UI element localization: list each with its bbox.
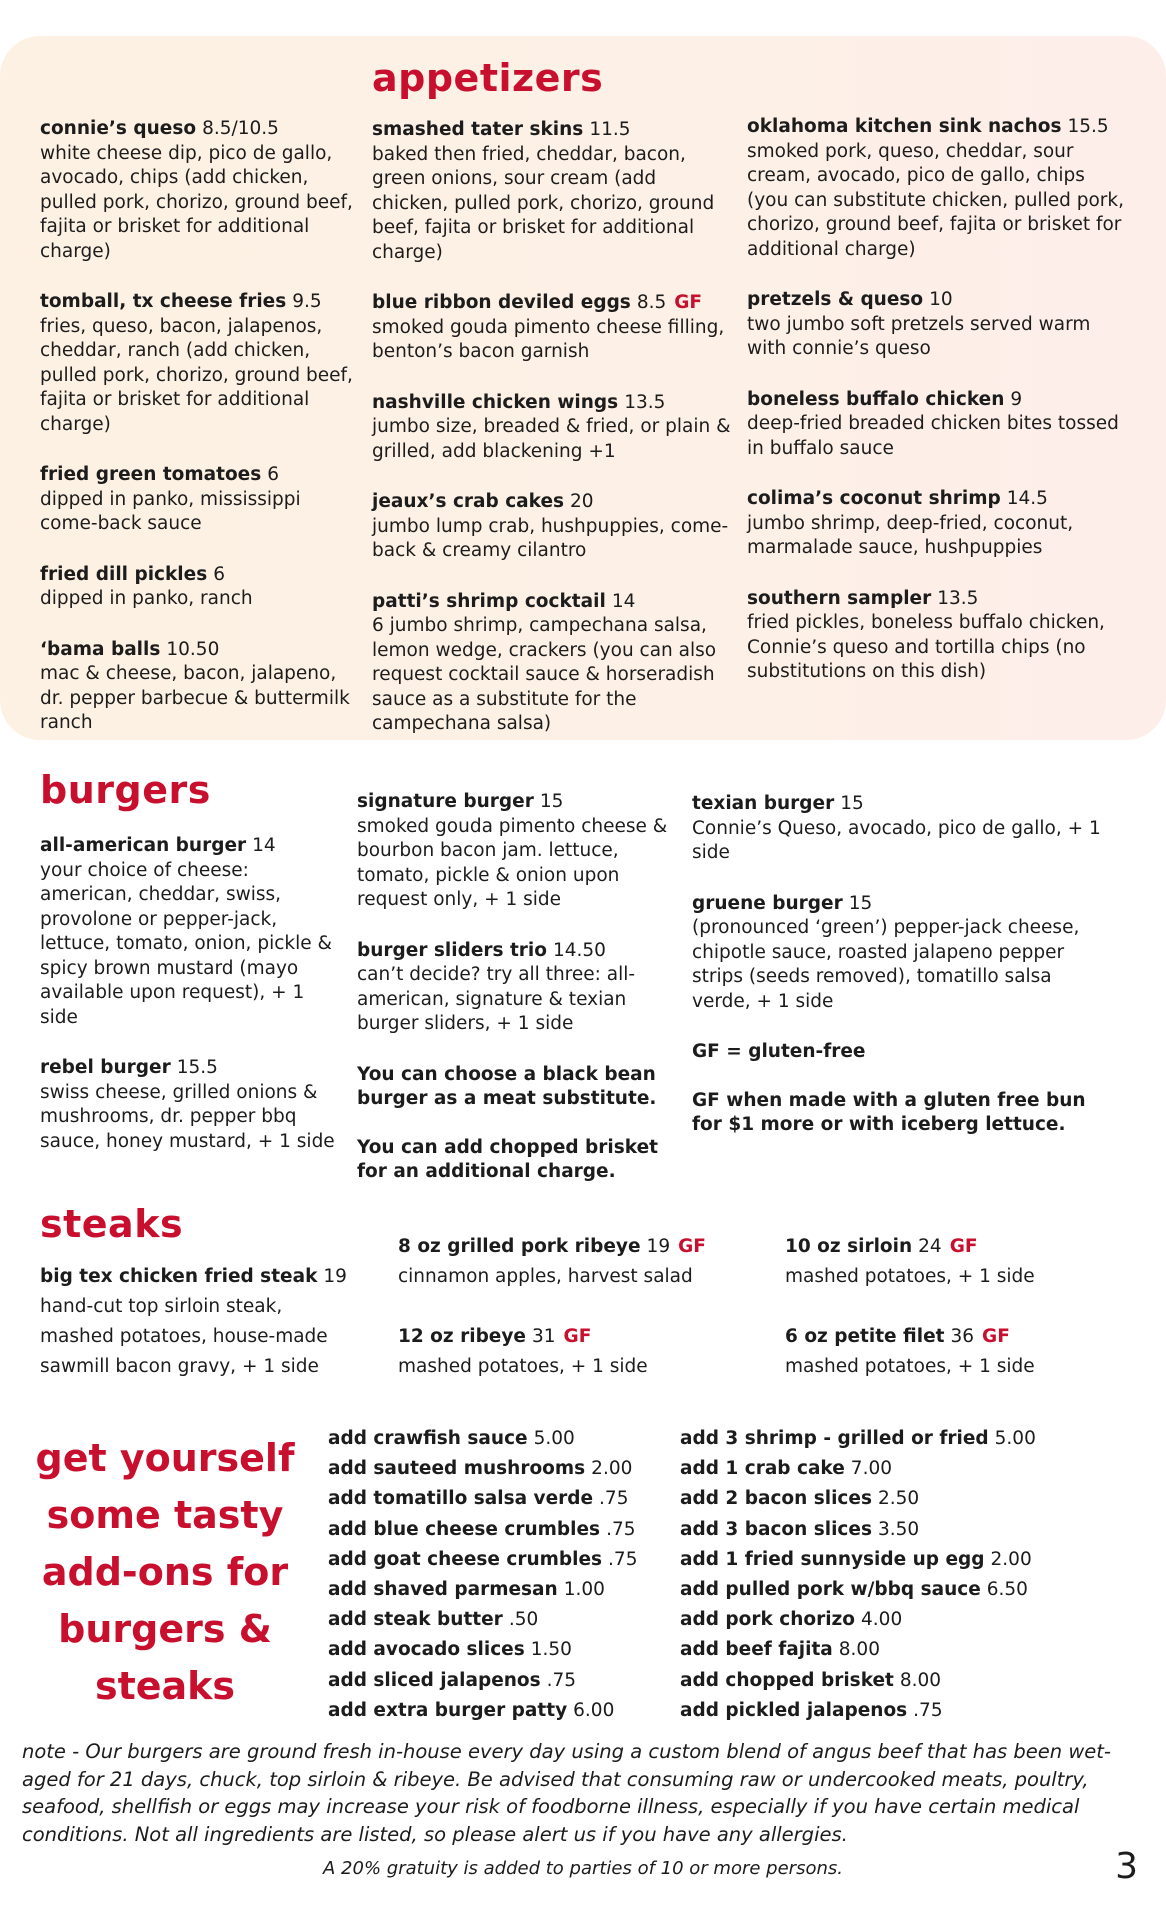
menu-item-price: 20 [570, 491, 594, 512]
addons-heading-line: get yourself [35, 1436, 295, 1480]
addon-name: add 1 fried sunnyside up egg [680, 1548, 985, 1570]
menu-item-name: gruene burger [692, 892, 843, 914]
addon-name: add 3 bacon slices [680, 1518, 872, 1540]
menu-item-description: smoked gouda pimento cheese filling, benton’s bacon garnish [372, 316, 725, 362]
addon-price: 2.00 [990, 1548, 1032, 1570]
addon-item [328, 1605, 668, 1635]
steaks-col3 [785, 1232, 1115, 1412]
menu-item-description: mashed potatoes, + 1 side [398, 1356, 648, 1377]
menu-item [692, 892, 1112, 1015]
menu-item-price: 31 [531, 1326, 556, 1347]
addons-heading-line: burgers & [58, 1607, 272, 1651]
menu-item-price: 9.5 [292, 291, 322, 312]
addons-heading [20, 1430, 310, 1715]
menu-item-header [40, 834, 345, 859]
addon-name: add pulled pork w/bbq sauce [680, 1579, 981, 1601]
menu-item [372, 490, 732, 564]
menu-item-description: swiss cheese, grilled onions & mushrooms, dr. pepper bbq sauce, honey mustard, + 1 side [40, 1081, 335, 1152]
gluten-free-badge: GF [674, 292, 703, 313]
menu-item-description: smoked gouda pimento cheese & bourbon bacon jam. lettuce, tomato, pickle & onion upon request only, + 1 side [357, 815, 668, 910]
addon-item [328, 1424, 668, 1454]
menu-item-name: big tex chicken fried steak [40, 1266, 318, 1287]
menu-item [747, 487, 1127, 561]
menu-item-price: 19 [646, 1236, 671, 1257]
menu-item-header [692, 892, 1112, 917]
menu-item-price: 13.5 [937, 587, 979, 609]
menu-item-name: jeaux’s crab cakes [372, 491, 565, 512]
menu-item-price: 6 [213, 563, 225, 585]
gluten-free-badge: GF [982, 1326, 1010, 1347]
addon-item [680, 1484, 1100, 1514]
menu-item-description: baked then fried, cheddar, bacon, green onions, sour cream (add chicken, pulled pork, chorizo, ground beef, fajita or brisket for additional charge) [372, 143, 715, 263]
menu-item-name: tomball, tx cheese fries [40, 291, 287, 312]
menu-item [40, 290, 355, 437]
menu-item-description: your choice of cheese: american, cheddar, swiss, provolone or pepper-jack, lettuce, tomato, onion, pickle & spicy brown mustard (mayo available upon request), + 1 side [40, 859, 332, 1028]
addon-price: 6.50 [986, 1579, 1028, 1601]
menu-item-name: signature burger [357, 791, 534, 812]
addon-price: .75 [606, 1518, 636, 1540]
gluten-free-badge: GF [563, 1326, 592, 1347]
addon-price: .75 [913, 1699, 943, 1721]
menu-item-header [40, 1262, 360, 1292]
menu-item [747, 587, 1127, 685]
menu-item [785, 1322, 1115, 1382]
menu-item-description: jumbo size, breaded & fried, or plain & grilled, add blackening +1 [372, 416, 731, 462]
menu-item [372, 590, 732, 737]
menu-item [398, 1232, 758, 1292]
menu-item-name: southern sampler [747, 587, 932, 609]
menu-item-description: (pronounced ‘green’) pepper-jack cheese, chipotle sauce, roasted jalapeno pepper strips (seeds removed), tomatillo salsa verde, + 1 side [692, 917, 1080, 1012]
menu-item-header [372, 291, 732, 316]
addon-item [328, 1454, 668, 1484]
addon-item [680, 1515, 1100, 1545]
burgers-col1 [40, 834, 345, 1180]
addon-name: add blue cheese crumbles [328, 1518, 601, 1540]
addon-price: 6.00 [573, 1699, 615, 1721]
burgers-col3-notes [692, 1040, 1112, 1138]
addons-heading-line: steaks [94, 1664, 236, 1708]
addon-price: 2.00 [591, 1458, 633, 1480]
addon-item [328, 1484, 668, 1514]
burgers-col2-notes [357, 1063, 677, 1185]
menu-item [40, 834, 345, 1030]
addon-price: 2.50 [877, 1488, 920, 1510]
menu-item-name: blue ribbon deviled eggs [372, 292, 631, 313]
burgers-col2 [357, 790, 677, 1209]
menu-item-description: fries, queso, bacon, jalapenos, cheddar, ranch (add chicken, pulled pork, chorizo, ground beef, fajita or brisket for additional charge) [40, 315, 353, 435]
menu-item-price: 15.5 [176, 1057, 218, 1078]
addons-heading-line: add-ons for [41, 1550, 289, 1594]
menu-item-price: 36 [950, 1326, 975, 1347]
menu-item-price: 8.5 [636, 292, 667, 313]
addons-col1 [328, 1424, 668, 1726]
menu-item-header [692, 792, 1112, 817]
menu-item-description: fried pickles, boneless buffalo chicken, Connie’s queso and tortilla chips (no substitutions on this dish) [747, 612, 1105, 682]
menu-item-name: connie’s queso [40, 118, 197, 139]
addon-price: .75 [608, 1548, 638, 1570]
menu-item-description: white cheese dip, pico de gallo, avocado, chips (add chicken, pulled pork, chorizo, ground beef, fajita or brisket for additional charge) [40, 142, 353, 262]
menu-item-name: rebel burger [40, 1057, 171, 1078]
menu-item-price: 10.50 [166, 638, 220, 660]
menu-item-name: smashed tater skins [372, 119, 584, 140]
menu-note: GF = gluten-free [692, 1041, 866, 1062]
addon-name: add tomatillo salsa verde [328, 1488, 594, 1510]
menu-item-description: can’t decide? try all three: all-american, signature & texian burger sliders, + 1 side [357, 964, 636, 1034]
menu-item-description: hand-cut top sirloin steak, mashed potatoes, house-made sawmill bacon gravy, + 1 side [40, 1296, 328, 1377]
menu-item-header [40, 638, 355, 663]
menu-item [692, 792, 1112, 866]
addon-name: add goat cheese crumbles [328, 1548, 603, 1570]
gluten-free-badge: GF [678, 1236, 706, 1257]
menu-item-price: 9 [1010, 388, 1023, 410]
menu-item [785, 1232, 1115, 1292]
menu-item [357, 790, 677, 913]
menu-item-name: oklahoma kitchen sink nachos [747, 116, 1062, 137]
menu-item-description: deep-fried breaded chicken bites tossed in buffalo sauce [747, 413, 1119, 459]
addon-price: 1.50 [530, 1639, 572, 1661]
burgers-col3 [692, 792, 1112, 1162]
menu-item-header [372, 490, 732, 515]
allergy-note: note - Our burgers are ground fresh in-house every day using a custom blend of angus beef that has been wet-aged for 21 days, chuck, top sirloin & ribeye. Be advised that consuming raw or undercooked meats, poultry, seafood, shellfish or eggs may increase your risk of foodborne illness, especially if you have certain medical conditions. Not all ingredients are listed, so please alert us if you have any allergies. [22, 1740, 1111, 1846]
menu-item-name: patti’s shrimp cocktail [372, 590, 606, 612]
menu-item [747, 288, 1127, 362]
menu-item-header [40, 290, 355, 315]
menu-item-price: 19 [323, 1266, 347, 1287]
appetizers-heading: appetizers [372, 56, 604, 100]
menu-item-header [40, 563, 355, 588]
menu-item [40, 563, 355, 612]
addon-price: 8.00 [899, 1669, 942, 1691]
appetizers-col2 [372, 118, 732, 763]
menu-item-description: mashed potatoes, + 1 side [785, 1266, 1035, 1287]
menu-item-description: mashed potatoes, + 1 side [785, 1356, 1035, 1377]
addon-item [680, 1666, 1100, 1696]
menu-item-price: 13.5 [624, 391, 666, 413]
menu-note: GF when made with a gluten free bun for $1 more or with iceberg lettuce. [692, 1089, 1086, 1135]
addon-item [680, 1545, 1100, 1575]
menu-item-header [747, 115, 1127, 140]
menu-item-name: burger sliders trio [357, 939, 547, 961]
menu-item-price: 6 [267, 464, 280, 485]
menu-item [372, 118, 732, 265]
addon-price: 5.00 [994, 1428, 1036, 1449]
steaks-heading: steaks [40, 1202, 184, 1246]
addon-name: add sauteed mushrooms [328, 1458, 586, 1480]
menu-item-price: 24 [918, 1236, 942, 1257]
menu-item-name: fried dill pickles [40, 563, 208, 585]
menu-item-header [40, 117, 355, 142]
menu-item-header [398, 1232, 758, 1262]
menu-item [40, 117, 355, 264]
addon-item [680, 1454, 1100, 1484]
menu-item [747, 388, 1127, 462]
menu-item [357, 939, 677, 1037]
addon-item [328, 1545, 668, 1575]
menu-item-price: 8.5/10.5 [202, 118, 279, 139]
menu-item [372, 291, 732, 365]
menu-note: You can choose a black bean burger as a meat substitute. [357, 1063, 657, 1109]
addon-item [680, 1575, 1100, 1605]
menu-item-header [40, 463, 355, 488]
page-number: 3 [1115, 1846, 1138, 1887]
addon-item [328, 1666, 668, 1696]
menu-item-price: 15 [539, 791, 564, 812]
menu-item-header [372, 118, 732, 143]
menu-item [398, 1322, 758, 1382]
menu-item-price: 14.5 [1006, 488, 1048, 509]
menu-item-price: 14.50 [552, 939, 606, 961]
menu-item-header [785, 1322, 1115, 1352]
menu-item-description: dipped in panko, ranch [40, 588, 253, 609]
addon-item [328, 1696, 668, 1726]
menu-item-name: fried green tomatoes [40, 464, 262, 485]
menu-item [40, 1056, 345, 1154]
addon-item [328, 1515, 668, 1545]
menu-item-name: colima’s coconut shrimp [747, 488, 1001, 509]
addon-price: 3.50 [877, 1518, 920, 1540]
addon-name: add 1 crab cake [680, 1458, 845, 1480]
menu-item-header [747, 388, 1127, 413]
addons-heading-line: some tasty [46, 1493, 284, 1537]
menu-item-price: 14 [252, 835, 276, 856]
addon-name: add pork chorizo [680, 1609, 856, 1631]
menu-item-price: 14 [611, 590, 636, 612]
menu-item-header [357, 790, 677, 815]
addon-name: add pickled jalapenos [680, 1699, 908, 1721]
burgers-heading: burgers [40, 768, 211, 812]
appetizers-col1 [40, 117, 355, 762]
menu-item-description: two jumbo soft pretzels served warm with connie’s queso [747, 313, 1091, 359]
menu-item-description: dipped in panko, mississippi come-back sauce [40, 488, 301, 534]
menu-item-name: 8 oz grilled pork ribeye [398, 1236, 641, 1257]
menu-item-price: 15 [848, 892, 873, 914]
menu-item-price: 15.5 [1067, 116, 1109, 137]
menu-item-description: Connie’s Queso, avocado, pico de gallo, + 1 side [692, 817, 1101, 863]
addon-price: .50 [508, 1609, 539, 1631]
menu-item [40, 463, 355, 537]
menu-item-description: 6 jumbo shrimp, campechana salsa, lemon wedge, crackers (you can also request cocktail sauce & horseradish sauce as a substitute for the campechana salsa) [372, 615, 717, 734]
addon-name: add crawfish sauce [328, 1428, 528, 1449]
menu-item [372, 391, 732, 465]
menu-item-price: 11.5 [589, 119, 631, 140]
menu-item-name: 6 oz petite filet [785, 1326, 945, 1347]
addons-col2 [680, 1424, 1100, 1726]
menu-item-header [747, 587, 1127, 612]
menu-item-header [747, 487, 1127, 512]
menu-item-name: 10 oz sirloin [785, 1236, 913, 1257]
addon-item [680, 1424, 1100, 1454]
menu-note: You can add chopped brisket for an additional charge. [357, 1136, 658, 1182]
addon-name: add chopped brisket [680, 1669, 894, 1691]
menu-item-name: nashville chicken wings [372, 391, 619, 413]
menu-item-description: cinnamon apples, harvest salad [398, 1266, 693, 1287]
gratuity-note: A 20% gratuity is added to parties of 10 or more persons. [323, 1858, 843, 1879]
menu-item-name: pretzels & queso [747, 289, 924, 310]
menu-item [40, 638, 355, 736]
gluten-free-badge: GF [949, 1236, 978, 1257]
menu-item-description: mac & cheese, bacon, jalapeno, dr. pepper barbecue & buttermilk ranch [40, 663, 350, 733]
addon-price: 5.00 [533, 1428, 575, 1449]
menu-item-name: 12 oz ribeye [398, 1326, 526, 1347]
burgers-col3-items [692, 792, 1112, 1014]
menu-item-header [747, 288, 1127, 313]
addon-price: 8.00 [838, 1639, 880, 1661]
addon-price: 7.00 [850, 1458, 892, 1480]
addon-name: add shaved parmesan [328, 1579, 558, 1601]
menu-item-description: jumbo lump crab, hushpuppies, come-back & creamy cilantro [372, 515, 729, 561]
menu-item-header [398, 1322, 758, 1352]
menu-item-name: texian burger [692, 793, 835, 814]
burgers-col2-items [357, 790, 677, 1037]
menu-item-name: ‘bama balls [40, 638, 161, 660]
addon-item [680, 1635, 1100, 1665]
menu-item-name: all-american burger [40, 835, 247, 856]
menu-item-header [785, 1232, 1115, 1262]
addon-price: .75 [599, 1488, 629, 1510]
steaks-col1 [40, 1262, 360, 1412]
menu-item-header [372, 391, 732, 416]
menu-item-description: jumbo shrimp, deep-fried, coconut, marmalade sauce, hushpuppies [747, 512, 1074, 558]
menu-item-header [357, 939, 677, 964]
addon-price: 1.00 [563, 1579, 605, 1601]
addon-item [680, 1605, 1100, 1635]
addon-item [680, 1696, 1100, 1726]
menu-item [40, 1262, 360, 1382]
menu-item-description: smoked pork, queso, cheddar, sour cream, avocado, pico de gallo, chips (you can substitute chicken, pulled pork, chorizo, ground beef, fajita or brisket for additional charge) [747, 140, 1124, 260]
addon-name: add extra burger patty [328, 1699, 568, 1721]
steaks-col2 [398, 1232, 758, 1412]
addon-name: add beef fajita [680, 1639, 833, 1661]
addon-name: add 2 bacon slices [680, 1488, 872, 1510]
menu-item-name: boneless buffalo chicken [747, 388, 1005, 410]
addon-item [328, 1635, 668, 1665]
menu-item [747, 115, 1127, 262]
addon-price: 4.00 [861, 1609, 903, 1631]
addon-name: add sliced jalapenos [328, 1669, 541, 1691]
menu-item-price: 10 [929, 289, 953, 310]
addon-name: add avocado slices [328, 1639, 525, 1661]
appetizers-col3 [747, 115, 1127, 711]
addon-item [328, 1575, 668, 1605]
addon-price: .75 [546, 1669, 577, 1691]
addon-name: add 3 shrimp - grilled or fried [680, 1428, 989, 1449]
menu-item-price: 15 [840, 793, 864, 814]
addon-name: add steak butter [328, 1609, 503, 1631]
menu-item-header [372, 590, 732, 615]
menu-item-header [40, 1056, 345, 1081]
